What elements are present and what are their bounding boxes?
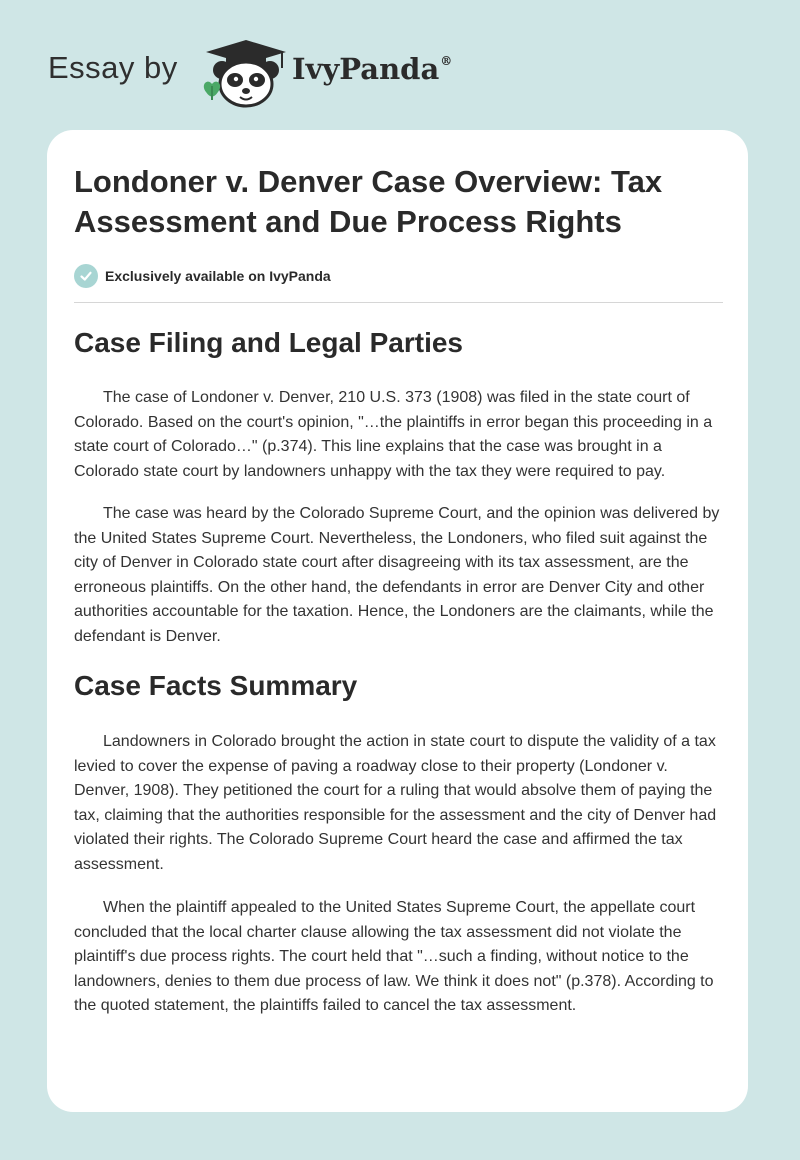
checkmark-icon bbox=[74, 264, 98, 288]
article-title: Londoner v. Denver Case Overview: Tax Assessment and Due Process Rights bbox=[74, 164, 663, 239]
brand-name[interactable]: IvyPanda® bbox=[292, 52, 453, 86]
exclusive-badge bbox=[74, 264, 331, 288]
section-heading: Case Facts Summary bbox=[74, 670, 358, 701]
paragraph: The case of Londoner v. Denver, 210 U.S. 373 (1908) was filed in the state court of Colorado. Based on the court's opinion, "…the plaintiffs in error began this proceeding in a state court of Colorado…" (p.374). This line explains that the case was brought in a Colorado state court by landowners unhappy with the tax they were required to pay. bbox=[74, 389, 713, 480]
paragraph: Landowners in Colorado brought the action in state court to dispute the validity of a tax levied to cover the expense of paving a roadway close to their property (Londoner v. Denver, 1908). They petitioned the court for a ruling that would absolve them of paying the tax, claiming that the authorities responsible for the assessment and the city of Denver had violated their rights. The Colorado Supreme Court heard the case and affirmed the tax assessment. bbox=[74, 733, 717, 873]
badge-text: Exclusively available on IvyPanda bbox=[105, 268, 331, 284]
section-heading: Case Filing and Legal Parties bbox=[74, 327, 464, 358]
paragraph: When the plaintiff appealed to the United States Supreme Court, the appellate court concluded that the local charter clause allowing the tax assessment did not violate the plaintiff's due process rights. The court held that "…such a finding, without notice to the landowners, denies to them due process of law. We think it does not" (p.378). According to the quoted statement, the plaintiffs failed to cancel the tax assessment. bbox=[74, 899, 714, 1014]
essay-by-label: Essay by bbox=[48, 50, 178, 85]
panda-logo-icon[interactable] bbox=[198, 34, 294, 114]
article-card bbox=[47, 130, 748, 1112]
site-header bbox=[0, 0, 800, 130]
divider bbox=[74, 302, 723, 303]
trademark-symbol: ® bbox=[440, 54, 453, 68]
paragraph: The case was heard by the Colorado Supreme Court, and the opinion was delivered by the United States Supreme Court. Nevertheless, the Londoners, who filed suit against the city of Denver in Colorado state court after disagreeing with its tax assessment, are the erroneous plaintiffs. On the other hand, the defendants in error are Denver City and other authorities accountable for the taxation. Hence, the Londoners are the claimants, while the defendant is Denver. bbox=[74, 505, 720, 645]
